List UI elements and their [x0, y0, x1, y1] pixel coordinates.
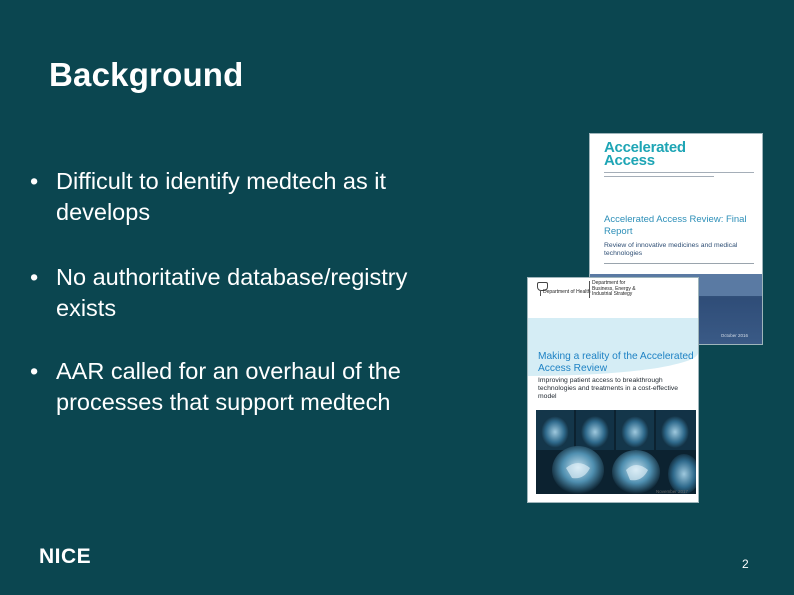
reality-report-heading: Making a reality of the Accelerated Access Review	[538, 351, 694, 374]
reality-report-subheading: Improving patient access to breakthrough technologies and treatments in a cost-effective model	[538, 377, 679, 400]
page-number: 2	[742, 557, 749, 571]
final-report-heading: Accelerated Access Review: Final Report	[604, 214, 747, 237]
slide-title: Background	[49, 56, 244, 93]
bullet-text: No authoritative database/registry exists	[56, 264, 408, 321]
fine-print-line	[604, 176, 714, 177]
final-report-date: October 2016	[720, 333, 748, 338]
bullet-text: Difficult to identify medtech as it develops	[56, 168, 387, 225]
bullet-text: AAR called for an overhaul of the processes that support medtech	[56, 358, 401, 415]
dept-health-logo: Department of Health	[540, 290, 591, 296]
bullet-marker: •	[30, 264, 39, 290]
brain-scan-mri-icon	[536, 410, 696, 494]
nice-logo: NICE	[39, 545, 92, 568]
fine-print-line	[604, 263, 754, 264]
bullet-marker: •	[30, 168, 39, 194]
reality-report-date: November 2017	[655, 489, 688, 494]
reality-report-cover-image	[528, 278, 698, 502]
final-report-subheading: Review of innovative medicines and medical technologies	[604, 242, 738, 257]
bullet-marker: •	[30, 358, 39, 384]
brain-scan-image	[536, 410, 696, 494]
dept-beis-logo: Department for Business, Energy & Industrial Strategy	[589, 281, 640, 298]
fine-print-line	[604, 172, 754, 173]
accelerated-access-logo: Accelerated Access	[604, 139, 686, 169]
